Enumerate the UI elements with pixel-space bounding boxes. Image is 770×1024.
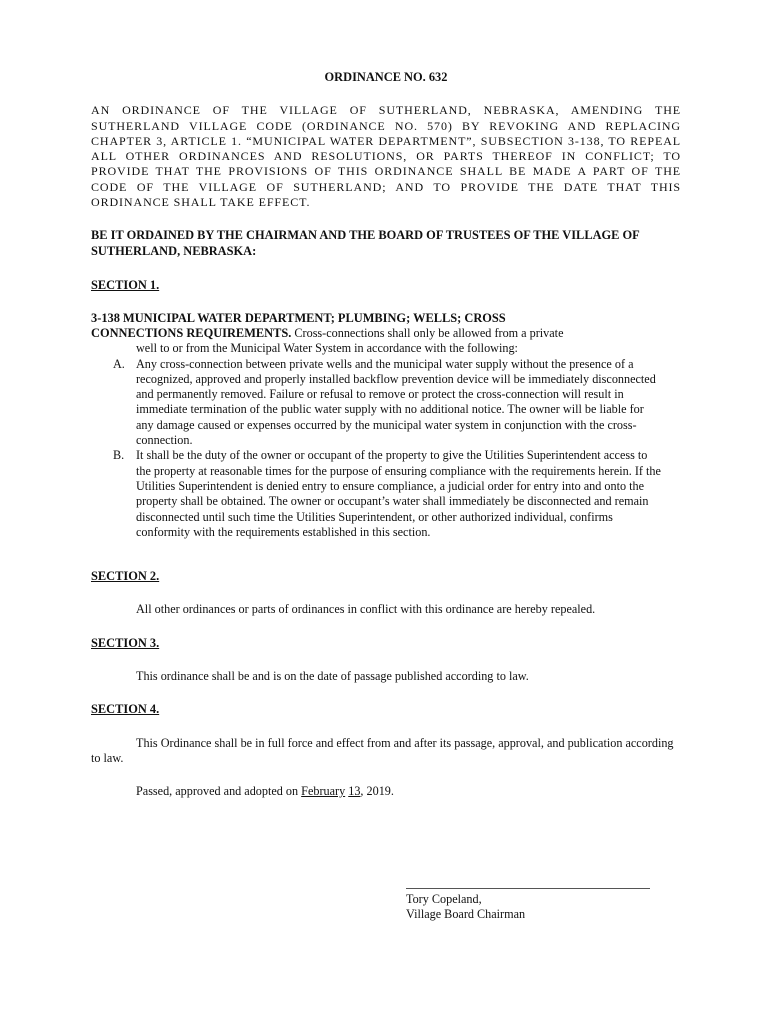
subsection-title-line-1: 3-138 MUNICIPAL WATER DEPARTMENT; PLUMBING; WELLS; CROSS: [91, 310, 506, 325]
list-item-letter: B.: [113, 448, 125, 463]
list-item: [91, 448, 681, 540]
ordinance-preamble: AN ORDINANCE OF THE VILLAGE OF SUTHERLAND, NEBRASKA, AMENDING THE SUTHERLAND VILLAGE CODE (ORDINANCE NO. 570) BY REVOKING AND REPLACING CHAPTER 3, ARTICLE 1. “MUNICIPAL WATER DEPARTMENT”, SUBSECTION 3-138, TO REPEAL ALL OTHER ORDINANCES AND RESOLUTIONS, OR PARTS THEREOF IN CONFLICT; TO PROVIDE THAT THE PROVISIONS OF THIS ORDINANCE SHALL BE MADE A PART OF THE CODE OF THE VILLAGE OF SUTHERLAND; AND TO PROVIDE THE DATE THAT THIS ORDINANCE SHALL TAKE EFFECT.: [91, 103, 681, 210]
section-2-text: All other ordinances or parts of ordinances in conflict with this ordinance are hereby repealed.: [136, 602, 596, 617]
list-item-letter: A.: [113, 356, 125, 371]
subsection-intro-line-1: Cross-connections shall only be allowed from a private: [294, 325, 564, 340]
signer-name: Tory Copeland,: [406, 892, 482, 906]
subsection-title-line-2: CONNECTIONS REQUIREMENTS.: [91, 325, 292, 340]
subsection-intro-line-2: well to or from the Municipal Water System in accordance with the following:: [136, 341, 518, 356]
passed-month: February: [301, 784, 346, 799]
subsection-title-line-2-row: [91, 326, 681, 341]
ordinance-document: [91, 70, 681, 800]
signature-line: [406, 888, 650, 889]
passed-prefix: Passed, approved and adopted on: [136, 784, 302, 799]
list-item-text: Any cross-connection between private wells and the municipal water supply without the presence of a recognized, approved and properly installed backflow prevention device will be immediately disconnected and permanently removed. Failure or refusal to remove or protect the cross-connection will result in immediate termination of the public water supply with no additional notice. The owner will be liable for any damage caused or expenses occurred by the municipal water system in conjunction with the cross-connection.: [136, 356, 656, 448]
section-4-heading: SECTION 4.: [91, 702, 160, 717]
passed-day: 13: [348, 784, 361, 799]
ordinance-title: ORDINANCE NO. 632: [324, 70, 448, 84]
passed-year: , 2019.: [360, 784, 394, 799]
section-2-heading: SECTION 2.: [91, 569, 160, 584]
signature-block: [406, 888, 650, 923]
section-1-heading: SECTION 1.: [91, 278, 160, 293]
list-item: [91, 357, 681, 449]
enacting-clause: BE IT ORDAINED BY THE CHAIRMAN AND THE BOARD OF TRUSTEES OF THE VILLAGE OF SUTHERLAND, NEBRASKA:: [91, 228, 640, 258]
passed-date-line: [91, 784, 681, 799]
signer-title: Village Board Chairman: [406, 907, 526, 922]
subsection-3-138: [91, 311, 681, 540]
section-4-text: This Ordinance shall be in full force and effect from and after its passage, approval, and publication according to law.: [91, 735, 674, 765]
section-3-text: This ordinance shall be and is on the date of passage published according to law.: [136, 669, 529, 684]
list-item-text: It shall be the duty of the owner or occupant of the property to give the Utilities Superintendent access to the property at reasonable times for the purpose of ensuring compliance with the requirements herein. If the Utilities Superintendent is denied entry to ensure compliance, a judicial order for entry into and onto the property shall be obtained. The owner or occupant’s water shall immediately be disconnected and remain disconnected until such time the Utilities Superintendent, or other authorized individual, confirms conformity with the requirements established in this section.: [136, 448, 661, 539]
section-3-heading: SECTION 3.: [91, 635, 160, 650]
